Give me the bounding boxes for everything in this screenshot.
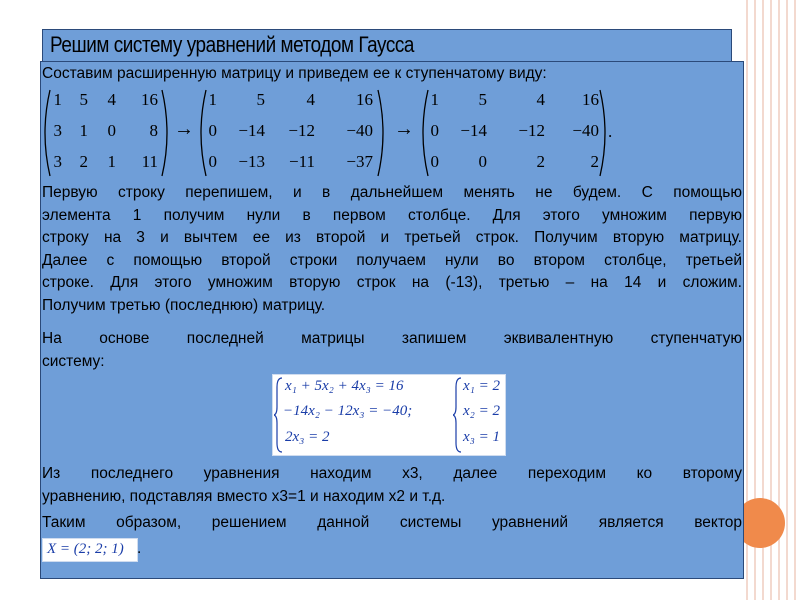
m2-r1-c3: −40: [346, 121, 373, 140]
paragraph-4-line: Таким образом, решением данной системы уравнений является вектор: [42, 514, 742, 531]
m2-r2-c3: −37: [346, 152, 373, 171]
matrix-trailing-period: .: [608, 122, 613, 141]
paragraph-3: [42, 463, 742, 508]
m1-r0-c3: 16: [141, 90, 158, 109]
paragraph-1-line: элемента 1 получим нули в первом столбце. Для этого умножим первую: [42, 206, 742, 224]
paragraph-1-line: Далее с помощью второй строки получаем нули во втором столбце, третьей: [42, 251, 742, 269]
paragraph-1-line: Получим третью (последнюю) матрицу.: [42, 296, 326, 314]
system-right-brace: [453, 377, 463, 453]
m2-r1-c2: −12: [288, 121, 315, 140]
m1-r1-c2: 0: [107, 121, 116, 140]
m1-r1-c0: 3: [53, 121, 62, 140]
m2-r2-c0: 0: [208, 152, 217, 171]
m3-r2-c0: 0: [430, 152, 439, 171]
matrix-1: [48, 90, 168, 176]
m3-r0-c1: 5: [478, 90, 487, 109]
m2-r0-c2: 4: [306, 90, 315, 109]
paragraph-3-line: уравнению, подставляя вместо х3=1 и находим х2 и т.д.: [42, 487, 446, 505]
m2-r2-c1: −13: [238, 152, 265, 171]
m3-r2-c1: 0: [478, 152, 487, 171]
system-right-eq-3: x₃ = 1: [463, 429, 500, 445]
vector-trailing-period: .: [137, 540, 142, 557]
intro-text: Составим расширенную матрицу и приведем ее к ступенчатому виду:: [42, 65, 547, 82]
m3-r1-c0: 0: [430, 121, 439, 140]
m3-r1-c3: −40: [572, 121, 599, 140]
m1-r1-c3: 8: [149, 121, 158, 140]
paragraph-1: [42, 182, 742, 317]
system-left-eq-3: 2x₃ = 2: [285, 429, 330, 445]
m2-r1-c1: −14: [238, 121, 265, 140]
m3-r0-c2: 4: [536, 90, 545, 109]
equation-system: [272, 374, 506, 456]
paragraph-2-line: систему:: [42, 352, 105, 370]
m1-r0-c2: 4: [107, 90, 116, 109]
m1-r2-c2: 1: [107, 152, 116, 171]
m2-r1-c0: 0: [208, 121, 217, 140]
m3-r0-c0: 1: [430, 90, 439, 109]
m2-r0-c1: 5: [256, 90, 265, 109]
paragraph-2: [42, 328, 742, 373]
m2-r2-c2: −11: [289, 152, 315, 171]
system-right-eq-2: x₂ = 2: [463, 403, 500, 419]
transform-arrow-2: →: [394, 118, 414, 140]
vector-formula: X = (2; 2; 1): [47, 541, 124, 557]
m2-r0-c3: 16: [356, 90, 373, 109]
m3-r2-c3: 2: [590, 152, 599, 171]
paragraph-1-line: строку на 3 и вычтем ее из второй и третьей строк. Получим вторую матрицу.: [42, 229, 742, 246]
m2-r0-c0: 1: [208, 90, 217, 109]
m3-r1-c1: −14: [460, 121, 487, 140]
paragraph-1-line: Первую строку перепишем, и в дальнейшем менять не будем. С помощью: [42, 184, 742, 201]
system-right-eq-1: x₁ = 2: [463, 378, 500, 394]
m3-r0-c3: 16: [582, 90, 599, 109]
matrix-3: [425, 90, 613, 176]
m3-r1-c2: −12: [518, 121, 545, 140]
m1-r0-c1: 5: [79, 90, 88, 109]
m1-r0-c0: 1: [53, 90, 62, 109]
paragraph-3-line: Из последнего уравнения находим х3, далее переходим ко второму: [42, 465, 742, 482]
paragraph-1-line: строке. Для этого умножим вторую строк на (-13), третью – на 14 и сложим.: [42, 274, 742, 291]
paragraph-2-line: На основе последней матрицы запишем эквивалентную ступенчатую: [42, 330, 742, 347]
m1-r2-c1: 2: [79, 152, 88, 171]
m1-r2-c3: 11: [141, 152, 158, 171]
vector-formula-box: [42, 538, 138, 562]
m3-r2-c2: 2: [536, 152, 545, 171]
matrix-2: [203, 90, 388, 176]
m1-r2-c0: 3: [53, 152, 62, 171]
paragraph-4: [42, 512, 742, 535]
matrix-1-right-bracket: [160, 88, 174, 178]
system-left-eq-1: x₁ + 5x₂ + 4x₃ = 16: [285, 378, 404, 394]
matrix-2-right-bracket: [376, 88, 390, 178]
system-left-eq-2: −14x₂ − 12x₃ = −40;: [283, 403, 413, 419]
transform-arrow-1: →: [174, 118, 194, 140]
m1-r1-c1: 1: [79, 121, 88, 140]
slide-title: Решим систему уравнений методом Гаусса: [50, 32, 415, 57]
